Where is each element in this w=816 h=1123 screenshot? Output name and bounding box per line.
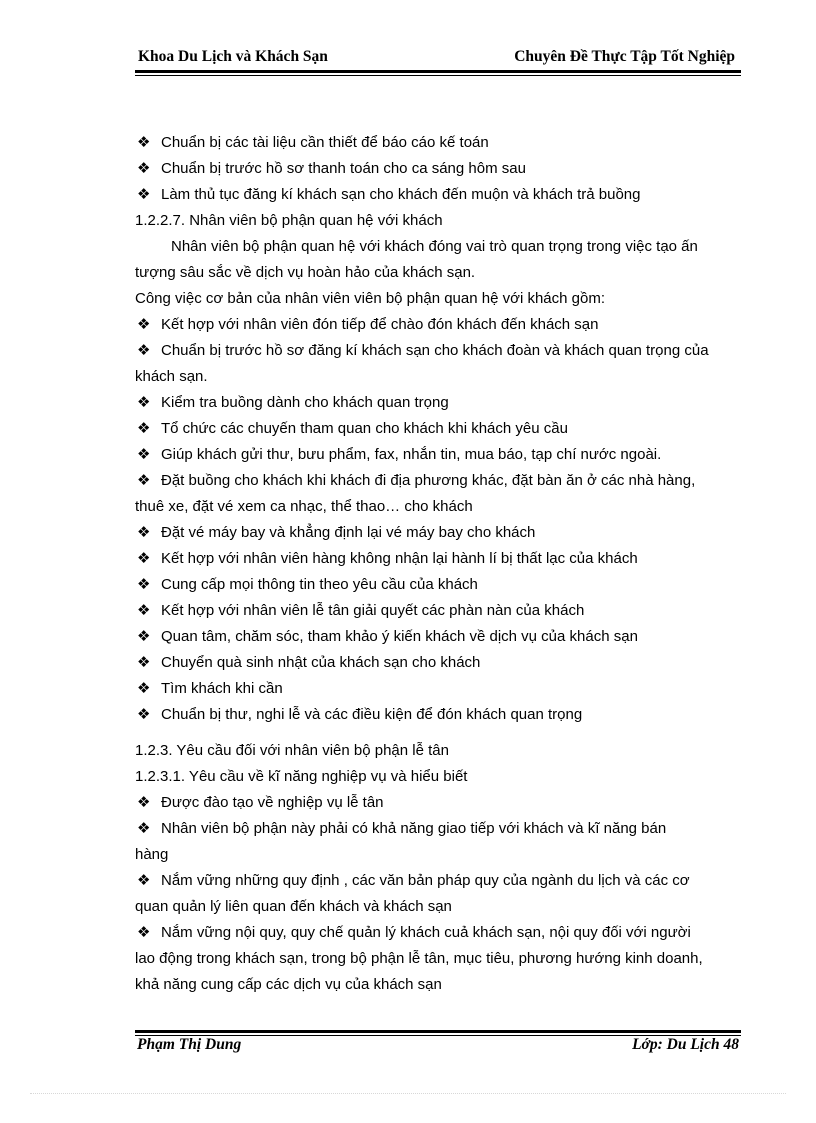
bullet-icon: ❖	[137, 550, 151, 567]
bullet-icon: ❖	[137, 342, 151, 359]
list-item: ❖ Đặt vé máy bay và khẳng định lại vé máy bay cho khách	[135, 520, 740, 546]
list-item: ❖ Chuyển quà sinh nhật của khách sạn cho khách	[135, 650, 740, 676]
bullet-icon: ❖	[137, 654, 151, 671]
list-item: ❖ Kết hợp với nhân viên đón tiếp để chào đón khách đến khách sạn	[135, 312, 740, 338]
bullet-icon: ❖	[137, 420, 151, 437]
bullet-icon: ❖	[137, 394, 151, 411]
bullet-icon: ❖	[137, 872, 151, 889]
list-item: ❖ Tổ chức các chuyến tham quan cho khách khi khách yêu cầu	[135, 416, 740, 442]
bullet-icon: ❖	[137, 524, 151, 541]
header-rule	[135, 70, 741, 73]
list-item: ❖ Kết hợp với nhân viên hàng không nhận lại hành lí bị thất lạc của khách	[135, 546, 740, 572]
bullet-icon: ❖	[137, 820, 151, 837]
bullet-icon: ❖	[137, 186, 151, 203]
footer-author: Phạm Thị Dung	[137, 1036, 242, 1053]
list-item: ❖ Đặt buồng cho khách khi khách đi địa phương khác, đặt bàn ăn ở các nhà hàng,	[135, 468, 740, 494]
bullet-icon: ❖	[137, 134, 151, 151]
list-item: ❖ Tìm khách khi cần	[135, 676, 740, 702]
subsection-heading: 1.2.3.1. Yêu cầu về kĩ năng nghiệp vụ và hiểu biết	[135, 768, 468, 785]
list-item-continuation: thuê xe, đặt vé xem ca nhạc, thể thao… cho khách	[135, 498, 473, 515]
bullet-icon: ❖	[137, 628, 151, 645]
list-item: ❖ Kiểm tra buồng dành cho khách quan trọng	[135, 390, 740, 416]
list-item: ❖ Giúp khách gửi thư, bưu phẩm, fax, nhắn tin, mua báo, tạp chí nước ngoài.	[135, 442, 740, 468]
header-report-title: Chuyên Đề Thực Tập Tốt Nghiệp	[514, 48, 735, 65]
bullet-icon: ❖	[137, 446, 151, 463]
list-item-continuation: khả năng cung cấp các dịch vụ của khách sạn	[135, 976, 442, 993]
list-item-continuation: khách sạn.	[135, 368, 208, 385]
paragraph: Nhân viên bộ phận quan hệ với khách đóng vai trò quan trọng trong việc tạo ấn	[171, 238, 698, 255]
bullet-icon: ❖	[137, 160, 151, 177]
paragraph: tượng sâu sắc về dịch vụ hoàn hảo của khách sạn.	[135, 264, 476, 281]
list-item: ❖ Nhân viên bộ phận này phải có khả năng giao tiếp với khách và kĩ năng bán	[135, 816, 740, 842]
bullet-icon: ❖	[137, 680, 151, 697]
list-item: ❖ Quan tâm, chăm sóc, tham khảo ý kiến khách về dịch vụ của khách sạn	[135, 624, 740, 650]
list-item: ❖ Chuẩn bị thư, nghi lễ và các điều kiện để đón khách quan trọng	[135, 702, 740, 728]
list-item: ❖ Chuẩn bị các tài liệu cần thiết để báo cáo kế toán	[135, 130, 740, 156]
header-rule-thin	[135, 75, 741, 76]
document-body	[135, 130, 740, 998]
list-item-continuation: quan quản lý liên quan đến khách và khách sạn	[135, 898, 452, 915]
list-item: ❖ Nắm vững những quy định , các văn bản pháp quy của ngành du lịch và các cơ	[135, 868, 740, 894]
list-item: ❖ Chuẩn bị trước hồ sơ đăng kí khách sạn cho khách đoàn và khách quan trọng của	[135, 338, 740, 364]
list-item-continuation: lao động trong khách sạn, trong bộ phận lễ tân, mục tiêu, phương hướng kinh doanh,	[135, 950, 703, 967]
list-item: ❖ Chuẩn bị trước hồ sơ thanh toán cho ca sáng hôm sau	[135, 156, 740, 182]
footer-class: Lớp: Du Lịch 48	[632, 1036, 739, 1053]
bullet-icon: ❖	[137, 706, 151, 723]
list-item-continuation: hàng	[135, 846, 169, 863]
list-item: ❖ Được đào tạo về nghiệp vụ lễ tân	[135, 790, 740, 816]
page-header	[135, 48, 735, 70]
list-item: ❖ Cung cấp mọi thông tin theo yêu cầu của khách	[135, 572, 740, 598]
bullet-icon: ❖	[137, 602, 151, 619]
page-edge	[30, 1093, 786, 1094]
section-heading: 1.2.2.7. Nhân viên bộ phận quan hệ với khách	[135, 212, 443, 229]
header-faculty: Khoa Du Lịch và Khách Sạn	[138, 48, 328, 65]
footer-rule	[135, 1030, 741, 1033]
paragraph: Công việc cơ bản của nhân viên viên bộ phận quan hệ với khách gồm:	[135, 290, 605, 307]
bullet-icon: ❖	[137, 472, 151, 489]
bullet-icon: ❖	[137, 316, 151, 333]
list-item: ❖ Nắm vững nội quy, quy chế quản lý khách cuả khách sạn, nội quy đối với người	[135, 920, 740, 946]
section-heading: 1.2.3. Yêu cầu đối với nhân viên bộ phận lễ tân	[135, 742, 449, 759]
bullet-icon: ❖	[137, 576, 151, 593]
bullet-icon: ❖	[137, 794, 151, 811]
page-footer	[135, 1036, 741, 1058]
list-item: ❖ Làm thủ tục đăng kí khách sạn cho khách đến muộn và khách trả buồng	[135, 182, 740, 208]
list-item: ❖ Kết hợp với nhân viên lễ tân giải quyết các phàn nàn của khách	[135, 598, 740, 624]
bullet-icon: ❖	[137, 924, 151, 941]
